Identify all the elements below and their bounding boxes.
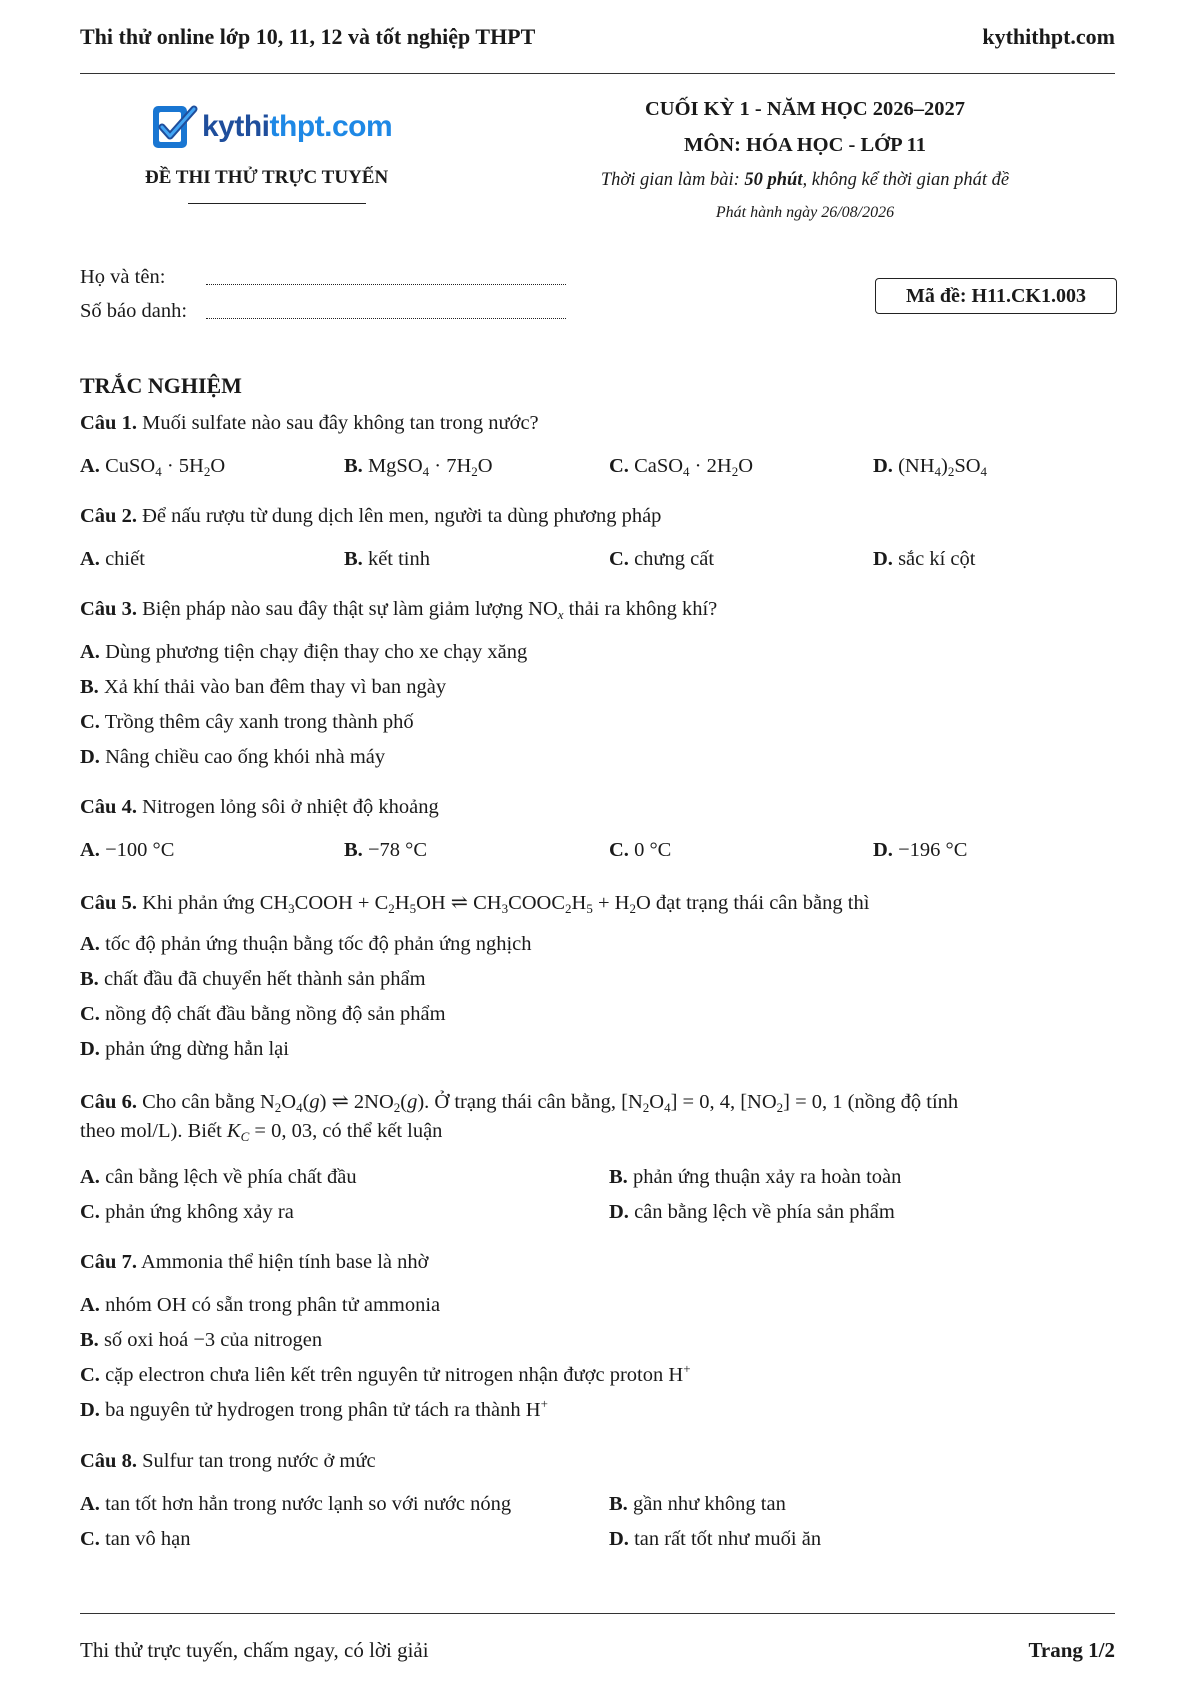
question-number: Câu 5. xyxy=(80,892,137,914)
q2-option-b[interactable] xyxy=(344,548,430,571)
question-4 xyxy=(80,796,439,819)
question-6-line2: theo mol/L). Biết $K_C = 0$, 03, có thể kết luận xyxy=(80,1120,443,1144)
logo-text-accent: thpt.com xyxy=(269,110,393,143)
question-5 xyxy=(80,890,869,915)
q6-option-d[interactable] xyxy=(609,1201,895,1224)
q8-option-b[interactable] xyxy=(609,1493,786,1516)
option-letter: D. xyxy=(609,1528,629,1550)
option-letter: D. xyxy=(873,548,893,570)
option-text: gần như không tan xyxy=(632,1493,786,1515)
site-logo[interactable] xyxy=(150,100,392,154)
q5-option-c[interactable] xyxy=(80,1003,446,1026)
question-number: Câu 6. xyxy=(80,1091,137,1113)
section-title: TRẮC NGHIỆM xyxy=(80,373,242,398)
option-letter: B. xyxy=(609,1166,628,1188)
q7-option-b[interactable] xyxy=(80,1329,322,1352)
option-text: nhóm OH có sẵn trong phân tử ammonia xyxy=(105,1294,441,1316)
option-letter: C. xyxy=(80,1201,100,1223)
header-right-site[interactable]: kythithpt.com xyxy=(982,24,1115,49)
option-letter: B. xyxy=(80,676,99,698)
q6-option-c[interactable] xyxy=(80,1201,294,1224)
header-rule xyxy=(80,73,1115,74)
q5-option-d[interactable] xyxy=(80,1038,289,1061)
option-letter: C. xyxy=(609,548,629,570)
exam-subject: MÔN: HÓA HỌC - LỚP 11 xyxy=(683,134,927,156)
logo-check-icon xyxy=(150,101,200,153)
option-letter: A. xyxy=(80,641,100,663)
option-letter: C. xyxy=(80,1003,100,1025)
q1-option-a[interactable]: A. CuSO$_4$ · $5H_2O$ xyxy=(80,455,226,479)
q1-option-c[interactable]: C. CaSO$_4$ · $2H_2O$ xyxy=(609,455,753,479)
question-6: Câu 6. Cho cân bằng $N_2O_4(g)$ ⇌ $2NO_2(g)$. Ở trạng thái cân bằng, $[N_2O_4] = 0$, 4, $[NO_2] = 0$, 1 (nồng độ tính xyxy=(80,1091,959,1115)
question-text: Biện pháp nào sau đây thật sự làm giảm lượng NO xyxy=(142,598,558,620)
question-number: Câu 2. xyxy=(80,505,137,527)
option-letter: C. xyxy=(609,455,629,477)
option-text: cân bằng lệch về phía sản phẩm xyxy=(634,1201,895,1223)
question-text: theo mol/L). Biết xyxy=(80,1120,227,1142)
question-8 xyxy=(80,1450,376,1473)
option-letter: A. xyxy=(80,1493,100,1515)
exam-code-box: Mã đề: H11.CK1.003 xyxy=(875,278,1117,314)
question-number: Câu 8. xyxy=(80,1450,137,1472)
option-letter: C. xyxy=(80,711,100,733)
question-text: Để nấu rượu từ dung dịch lên men, người ta dùng phương pháp xyxy=(142,505,662,527)
option-letter: A. xyxy=(80,1166,100,1188)
q5-option-b[interactable] xyxy=(80,968,426,991)
option-text: phản ứng dừng hẳn lại xyxy=(105,1038,289,1060)
q8-option-c[interactable] xyxy=(80,1528,190,1551)
option-letter: D. xyxy=(80,746,100,768)
option-letter: A. xyxy=(80,455,100,477)
option-letter: D. xyxy=(80,1399,100,1421)
option-letter: C. xyxy=(80,1528,100,1550)
question-text: Sulfur tan trong nước ở mức xyxy=(142,1450,376,1472)
q3-option-b[interactable] xyxy=(80,676,446,699)
question-2 xyxy=(80,505,661,528)
option-text: tan tốt hơn hẳn trong nước lạnh so với nước nóng xyxy=(105,1493,512,1515)
option-text: nồng độ chất đầu bằng nồng độ sản phẩm xyxy=(105,1003,446,1025)
option-text: sắc kí cột xyxy=(898,548,976,570)
footer-rule xyxy=(80,1613,1115,1614)
q7-option-d[interactable]: D. ba nguyên tử hydrogen trong phân tử tách ra thành H+ xyxy=(80,1396,548,1421)
q2-option-a[interactable] xyxy=(80,548,145,571)
exam-time-duration: 50 phút xyxy=(744,170,803,190)
question-text: Ammonia thể hiện tính base là nhờ xyxy=(140,1251,429,1273)
question-number: Câu 7. xyxy=(80,1251,137,1273)
option-letter: C. xyxy=(609,839,629,861)
exam-release-date: Phát hành ngày 26/08/2026 xyxy=(715,204,895,221)
option-text: −78 °C xyxy=(367,839,427,861)
exam-time-prefix: Thời gian làm bài: xyxy=(600,170,745,190)
name-label: Họ và tên: xyxy=(80,266,166,288)
q7-option-c[interactable]: C. cặp electron chưa liên kết trên nguyên tử nitrogen nhận được proton H+ xyxy=(80,1361,691,1386)
q4-option-d[interactable] xyxy=(873,839,967,862)
header-left: Thi thử online lớp 10, 11, 12 và tốt nghiệp THPT xyxy=(80,24,536,49)
q8-option-a[interactable] xyxy=(80,1493,511,1516)
option-text: Nâng chiều cao ống khói nhà máy xyxy=(105,746,386,768)
option-text: −100 °C xyxy=(105,839,175,861)
option-letter: B. xyxy=(344,548,363,570)
option-letter: D. xyxy=(609,1201,629,1223)
option-text: Xả khí thải vào ban đêm thay vì ban ngày xyxy=(103,676,447,698)
footer-left: Thi thử trực tuyến, chấm ngay, có lời giải xyxy=(80,1638,429,1662)
question-number: Câu 4. xyxy=(80,796,137,818)
option-letter: B. xyxy=(609,1493,628,1515)
exam-type-underline xyxy=(188,203,366,204)
q2-option-c[interactable] xyxy=(609,548,714,571)
q2-option-d[interactable] xyxy=(873,548,975,571)
option-letter: B. xyxy=(80,968,99,990)
q1-option-d[interactable]: D. $(NH_4)_2SO_4$ xyxy=(873,455,988,479)
option-letter: B. xyxy=(344,839,363,861)
q3-option-d[interactable] xyxy=(80,746,385,769)
option-text: chưng cất xyxy=(634,548,715,570)
q4-option-b[interactable] xyxy=(344,839,427,862)
question-text-end: có thể kết luận xyxy=(322,1120,443,1142)
q4-option-c[interactable] xyxy=(609,839,671,862)
option-text: cặp electron chưa liên kết trên nguyên tử nitrogen nhận được proton H xyxy=(105,1364,684,1386)
option-text: phản ứng không xảy ra xyxy=(105,1201,294,1223)
exam-time-suffix: , không kể thời gian phát đề xyxy=(802,170,1010,190)
name-field[interactable] xyxy=(206,268,566,285)
option-text: tốc độ phản ứng thuận bằng tốc độ phản ứng nghịch xyxy=(105,933,532,955)
option-text: 0 °C xyxy=(634,839,672,861)
option-letter: A. xyxy=(80,839,100,861)
q3-option-a[interactable] xyxy=(80,641,527,664)
option-text: tan rất tốt như muối ăn xyxy=(634,1528,822,1550)
exam-type-label: ĐỀ THI THỬ TRỰC TUYẾN xyxy=(145,167,389,188)
option-text: chất đầu đã chuyển hết thành sản phẩm xyxy=(103,968,426,990)
id-label: Số báo danh: xyxy=(80,300,188,322)
question-7 xyxy=(80,1251,429,1274)
option-text: phản ứng thuận xảy ra hoàn toàn xyxy=(632,1166,902,1188)
option-text: cân bằng lệch về phía chất đầu xyxy=(105,1166,357,1188)
question-3: Câu 3. Biện pháp nào sau đây thật sự làm giảm lượng $NO_x$ thải ra không khí? xyxy=(80,598,718,622)
option-text: −196 °C xyxy=(898,839,968,861)
q6-option-a[interactable] xyxy=(80,1166,357,1189)
option-letter: D. xyxy=(873,455,893,477)
question-text-end: đạt trạng thái cân bằng thì xyxy=(650,892,870,914)
option-letter: B. xyxy=(80,1329,99,1351)
exam-term: CUỐI KỲ 1 - NĂM HỌC 2026–2027 xyxy=(644,98,965,120)
reaction-equation: $CH_3COOH + C_2H_5OH$ ⇌ $CH_3COOC_2H_5 + H_2O$ xyxy=(259,892,651,916)
q4-option-a[interactable] xyxy=(80,839,174,862)
q1-option-b[interactable]: B. MgSO$_4$ · $7H_2O$ xyxy=(344,455,493,479)
option-letter: A. xyxy=(80,1294,100,1316)
question-text-end: thải ra không khí? xyxy=(563,598,718,620)
logo-text-main: kythi xyxy=(202,110,270,143)
option-text: Trồng thêm cây xanh trong thành phố xyxy=(104,711,414,733)
option-letter: A. xyxy=(80,548,100,570)
option-letter: B. xyxy=(344,455,363,477)
option-letter: C. xyxy=(80,1364,100,1386)
page-number: Trang 1/2 xyxy=(1028,1638,1115,1662)
option-letter: A. xyxy=(80,933,100,955)
q7-option-a[interactable] xyxy=(80,1294,440,1317)
q3-option-c[interactable] xyxy=(80,711,414,734)
option-text: ba nguyên tử hydrogen trong phân tử tách ra thành H xyxy=(105,1399,541,1421)
q6-option-b[interactable] xyxy=(609,1166,901,1189)
option-text: kết tinh xyxy=(367,548,430,570)
option-text: Dùng phương tiện chạy điện thay cho xe chạy xăng xyxy=(105,641,528,663)
option-letter: D. xyxy=(80,1038,100,1060)
exam-time xyxy=(530,170,1080,191)
question-text: Khi phản ứng xyxy=(142,892,260,914)
question-text: Nitrogen lỏng sôi ở nhiệt độ khoảng xyxy=(142,796,439,818)
option-text: số oxi hoá −3 của nitrogen xyxy=(103,1329,323,1351)
question-1 xyxy=(80,412,539,435)
option-text: tan vô hạn xyxy=(105,1528,191,1550)
question-number: Câu 1. xyxy=(80,412,137,434)
option-text: chiết xyxy=(105,548,145,570)
question-text: Muối sulfate nào sau đây không tan trong nước? xyxy=(142,412,539,434)
q5-option-a[interactable] xyxy=(80,933,532,956)
question-number: Câu 3. xyxy=(80,598,137,620)
id-field[interactable] xyxy=(206,302,566,319)
q8-option-d[interactable] xyxy=(609,1528,821,1551)
option-letter: D. xyxy=(873,839,893,861)
